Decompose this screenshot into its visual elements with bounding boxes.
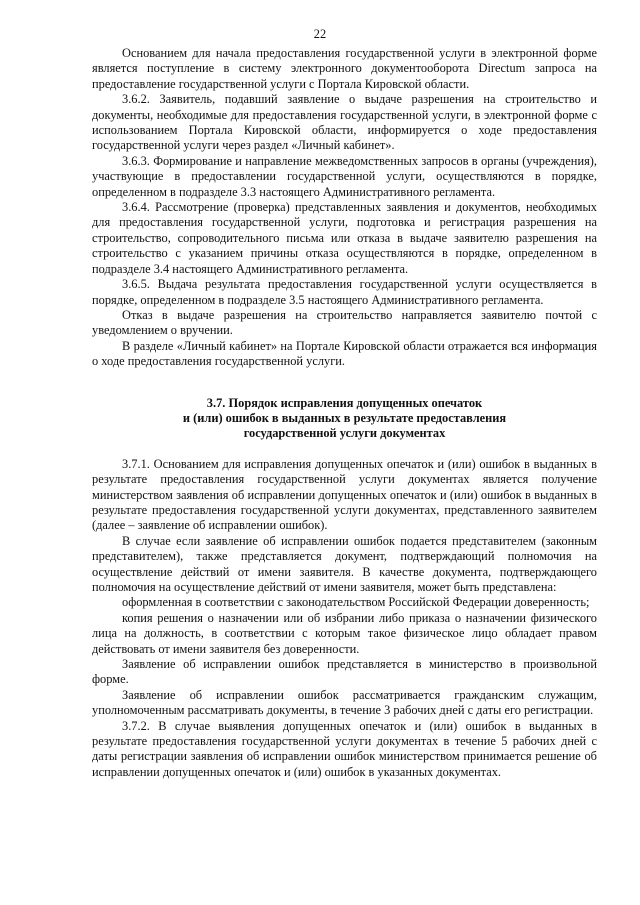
document-body <box>92 46 597 780</box>
heading-line-2: и (или) ошибок в выданных в результате предоставления <box>182 410 507 425</box>
paragraph-electronic-basis: Основанием для начала предоставления государственной услуги в электронной форме является поступление в систему электронного документооборота Directum запроса на предоставление государственной услуги с Портала Кировской области. <box>92 46 597 91</box>
paragraph-3-6-4: 3.6.4. Рассмотрение (проверка) представленных заявления и документов, необходимых для предоставления государственной услуги, подготовка и регистрация разрешения на строительство, сопроводительного письма или отказа в выдаче заявителю разрешения на строительство с указанием причины отказа осуществляются в порядке, определенном в подразделе 3.4 настоящего Административного регламента. <box>92 200 597 276</box>
paragraph-3-7-2: 3.7.2. В случае выявления допущенных опечаток и (или) ошибок в выданных в результате предоставления государственной услуги документах в течение 5 рабочих дней с даты регистрации заявления об исправлении ошибок министерством принимается решение об исправлении допущенных опечаток и (или) ошибок в указанных документах. <box>92 718 597 779</box>
paragraph-appointment-decision: копия решения о назначении или об избрании либо приказа о назначении физического лица на должность, в соответствии с которым такое физическое лицо обладает правом действовать от имени заявителя без доверенности. <box>92 610 597 656</box>
paragraph-personal-cabinet: В разделе «Личный кабинет» на Портале Кировской области отражается вся информация о ходе предоставления государственной услуги. <box>92 338 597 369</box>
paragraph-representative: В случае если заявление об исправлении ошибок подается представителем (законным представителем), также представляется документ, подтверждающий полномочия на осуществление действий от имени заявителя. В качестве документа, подтверждающего полномочия на осуществление действий от имени заявителя, может быть представлена: <box>92 533 597 594</box>
paragraph-3-6-3: 3.6.3. Формирование и направление межведомственных запросов в органы (учреждения), участвующие в предоставлении государственной услуги, осуществляются в порядке, определенном в подразделе 3.3 настоящего Административного регламента. <box>92 153 597 199</box>
page-number: 22 <box>313 27 327 41</box>
paragraph-3-6-5: 3.6.5. Выдача результата предоставления государственной услуги осуществляется в порядке, определенном в подразделе 3.5 настоящего Административного регламента. <box>92 277 597 307</box>
paragraph-3-6-2: 3.6.2. Заявитель, подавший заявление о выдаче разрешения на строительство и документы, необходимые для предоставления государственной услуги, в электронной форме с использованием Портала Кировской области, информируется о ходе предоставления государственной услуги через раздел «Личный кабинет». <box>92 92 597 153</box>
heading-line-1: 3.7. Порядок исправления допущенных опечаток <box>206 395 483 410</box>
heading-line-3: государственной услуги документах <box>243 426 446 441</box>
paragraph-power-of-attorney: оформленная в соответствии с законодательством Российской Федерации доверенность; <box>122 595 590 610</box>
section-heading-3-7 <box>92 396 597 442</box>
paragraph-refusal-mail: Отказ в выдаче разрешения на строительство направляется заявителю почтой с уведомлением о вручении. <box>92 307 597 338</box>
paragraph-free-form: Заявление об исправлении ошибок представляется в министерство в произвольной форме. <box>92 657 597 687</box>
paragraph-review-period: Заявление об исправлении ошибок рассматривается гражданским служащим, уполномоченным рассматривать документы, в течение 3 рабочих дней с даты его регистрации. <box>92 687 597 718</box>
paragraph-3-7-1: 3.7.1. Основанием для исправления допущенных опечаток и (или) ошибок в выданных в результате предоставления государственной услуги документах является получение министерством заявления об исправлении допущенных опечаток и (или) ошибок в выданных в результате предоставления государственной услуги документах, представленного заявителем (далее – заявление об исправлении ошибок). <box>92 456 597 533</box>
